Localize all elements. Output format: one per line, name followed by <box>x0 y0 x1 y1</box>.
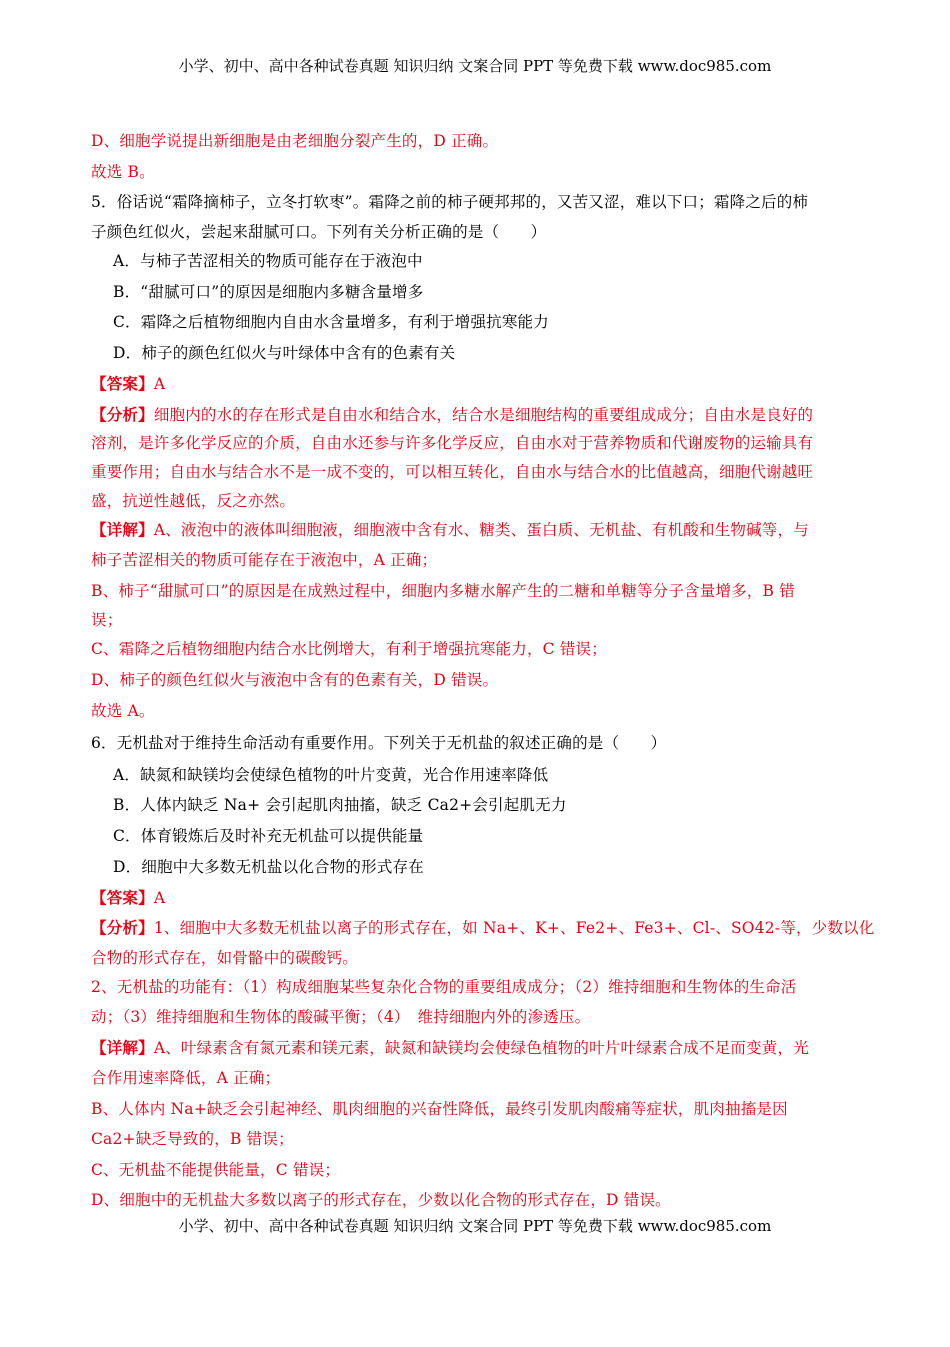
text-line <box>91 888 165 908</box>
line-text: B．“甜腻可口”的原因是细胞内多糖含量增多 <box>113 283 424 301</box>
text-line <box>91 433 813 453</box>
text-line <box>91 733 666 753</box>
line-text: 故选 B。 <box>91 163 155 181</box>
text-line <box>91 131 498 151</box>
text-line <box>91 639 607 659</box>
text-line <box>91 374 165 394</box>
line-text: 误； <box>91 611 123 629</box>
text-line <box>91 1160 340 1180</box>
line-text: D．柿子的颜色红似火与叶绿体中含有的色素有关 <box>113 344 456 362</box>
line-text: 溶剂，是许多化学反应的介质，自由水还参与许多化学反应，自由水对于营养物质和代谢废物的运输具有 <box>91 434 814 452</box>
line-text: A．与柿子苦涩相关的物质可能存在于液泡中 <box>113 252 423 270</box>
text-line <box>91 1007 590 1027</box>
line-text: D、细胞学说提出新细胞是由老细胞分裂产生的，D 正确。 <box>91 132 499 150</box>
line-text: A、液泡中的液体叫细胞液，细胞液中含有水、糖类、蛋白质、无机盐、有机酸和生物碱等，与 <box>153 521 809 539</box>
text-line <box>91 1068 280 1088</box>
line-text: D．细胞中大多数无机盐以化合物的形式存在 <box>113 858 424 876</box>
line-text: 合作用速率降低，A 正确； <box>91 1069 281 1087</box>
section-tag: 【答案】 <box>91 374 154 393</box>
section-tag: 【详解】 <box>91 1038 154 1057</box>
text-line <box>91 520 809 540</box>
text-line <box>91 1038 809 1058</box>
text-line <box>113 251 423 271</box>
section-tag: 【分析】 <box>91 405 154 424</box>
line-text: 6．无机盐对于维持生命活动有重要作用。下列关于无机盐的叙述正确的是（ ） <box>91 734 667 752</box>
text-line <box>91 1190 671 1210</box>
text-line <box>91 1129 294 1149</box>
text-line <box>91 491 295 511</box>
line-text: 细胞内的水的存在形式是自由水和结合水，结合水是细胞结构的重要组成成分；自由水是良好的 <box>153 406 814 424</box>
line-text: 故选 A。 <box>91 702 155 720</box>
line-text: B、柿子“甜腻可口”的原因是在成熟过程中，细胞内多糖水解产生的二糖和单糖等分子含量增多，B 错 <box>91 582 795 600</box>
line-text: 子颜色红似火，尝起来甜腻可口。下列有关分析正确的是（ ） <box>91 223 547 241</box>
text-line <box>91 918 874 938</box>
text-line <box>91 222 546 242</box>
text-line <box>91 948 358 968</box>
line-text: 盛，抗逆性越低，反之亦然。 <box>91 492 296 510</box>
page-header: 小学、初中、高中各种试卷真题 知识归纳 文案合同 PPT 等免费下载 www.doc985.com <box>178 57 772 75</box>
line-text: 动；（3）维持细胞和生物体的酸碱平衡；（4） 维持细胞内外的渗透压。 <box>91 1008 591 1026</box>
line-text: D、细胞中的无机盐大多数以离子的形式存在，少数以化合物的形式存在，D 错误。 <box>91 1191 671 1209</box>
text-line <box>91 610 122 630</box>
text-line <box>91 192 808 212</box>
line-text: A．缺氮和缺镁均会使绿色植物的叶片变黄，光合作用速率降低 <box>113 766 549 784</box>
line-text: Ca2+缺乏导致的，B 错误； <box>91 1130 294 1148</box>
line-text: A <box>153 375 166 393</box>
line-text: C．体育锻炼后及时补充无机盐可以提供能量 <box>113 827 424 845</box>
section-tag: 【答案】 <box>91 888 154 907</box>
text-line <box>91 462 813 482</box>
line-text: A、叶绿素含有氮元素和镁元素，缺氮和缺镁均会使绿色植物的叶片叶绿素合成不足而变黄，光 <box>153 1039 809 1057</box>
line-text: 重要作用；自由水与结合水不是一成不变的，可以相互转化，自由水与结合水的比值越高，细胞代谢越旺 <box>91 463 814 481</box>
line-text: 柿子苦涩相关的物质可能存在于液泡中，A 正确； <box>91 551 438 569</box>
line-text: C、霜降之后植物细胞内结合水比例增大，有利于增强抗寒能力，C 错误； <box>91 640 607 658</box>
page-footer: 小学、初中、高中各种试卷真题 知识归纳 文案合同 PPT 等免费下载 www.doc985.com <box>178 1217 772 1235</box>
text-line <box>113 765 548 785</box>
text-line <box>91 977 797 997</box>
text-line <box>91 405 813 425</box>
line-text: A <box>153 889 166 907</box>
text-line <box>91 1099 788 1119</box>
text-line <box>91 550 437 570</box>
text-line <box>113 795 567 815</box>
text-line <box>113 857 424 877</box>
text-line <box>91 701 155 721</box>
text-line <box>91 162 155 182</box>
text-line <box>113 343 455 363</box>
line-text: 1、细胞中大多数无机盐以离子的形式存在，如 Na+、K+、Fe2+、Fe3+、Cl-、SO42-等，少数以化 <box>153 919 875 937</box>
text-line <box>113 826 423 846</box>
line-text: C、无机盐不能提供能量，C 错误； <box>91 1161 341 1179</box>
line-text: C．霜降之后植物细胞内自由水含量增多，有利于增强抗寒能力 <box>113 313 549 331</box>
line-text: 5．俗话说“霜降摘柿子，立冬打软枣”。霜降之前的柿子硬邦邦的，又苦又涩，难以下口；霜降之后的柿 <box>91 193 809 211</box>
section-tag: 【详解】 <box>91 520 154 539</box>
text-line <box>113 282 423 302</box>
line-text: D、柿子的颜色红似火与液泡中含有的色素有关，D 错误。 <box>91 671 499 689</box>
text-line <box>113 312 549 332</box>
line-text: B、人体内 Na+缺乏会引起神经、肌肉细胞的兴奋性降低，最终引发肌肉酸痛等症状，肌肉抽搐是因 <box>91 1100 788 1118</box>
text-line <box>91 670 498 690</box>
text-line <box>91 581 795 601</box>
line-text: 2、无机盐的功能有：（1）构成细胞某些复杂化合物的重要组成成分；（2）维持细胞和生物体的生命活 <box>91 978 797 996</box>
line-text: B．人体内缺乏 Na+ 会引起肌肉抽搐，缺乏 Ca2+会引起肌无力 <box>113 796 567 814</box>
line-text: 合物的形式存在，如骨骼中的碳酸钙。 <box>91 949 358 967</box>
section-tag: 【分析】 <box>91 918 154 937</box>
